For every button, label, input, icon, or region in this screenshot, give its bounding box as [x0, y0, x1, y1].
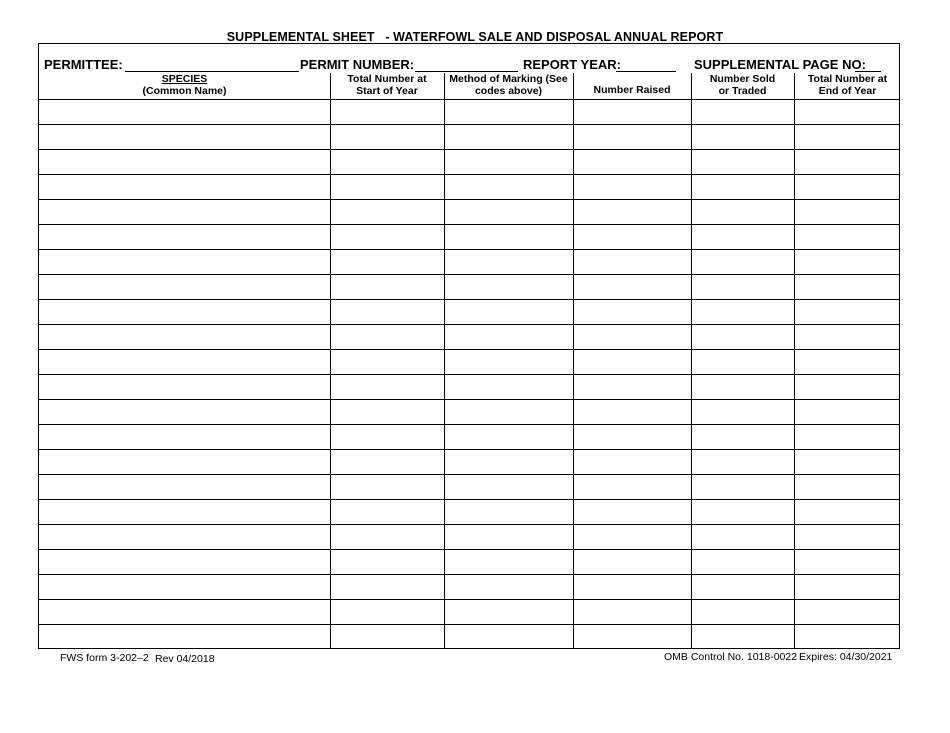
method-line-2: codes above): [474, 84, 543, 97]
number-sold-line-2: or Traded: [718, 84, 767, 97]
form-number: FWS form 3-202–2: [60, 652, 149, 664]
table-row-line: [39, 274, 899, 275]
table-row-line: [39, 399, 899, 400]
table-row-line: [39, 299, 899, 300]
total-start-line-1: Total Number at: [347, 73, 427, 85]
permit-number-field[interactable]: [415, 71, 518, 72]
column-divider: [330, 73, 331, 648]
column-header-number-sold: [691, 74, 794, 97]
table-row-line: [39, 499, 899, 500]
number-sold-line-1: Number Sold: [709, 73, 776, 85]
table-row-line: [39, 199, 899, 200]
number-raised-label: Number Raised: [593, 84, 671, 96]
column-divider: [691, 73, 692, 648]
table-row-line: [39, 124, 899, 125]
supplemental-page-field[interactable]: [855, 71, 881, 72]
revision-date: Rev 04/2018: [155, 653, 215, 665]
column-divider: [573, 73, 574, 648]
form-title: SUPPLEMENTAL SHEET - WATERFOWL SALE AND DISPOSAL ANNUAL REPORT: [226, 30, 724, 44]
column-header-total-end: [794, 74, 901, 97]
table-row-line: [39, 549, 899, 550]
table-row-line: [39, 224, 899, 225]
table-row-line: [39, 324, 899, 325]
column-header-total-start: [330, 74, 444, 97]
method-line-1: Method of Marking (See: [449, 73, 568, 85]
permit-number-label: PERMIT NUMBER:: [300, 57, 415, 72]
report-year-label: REPORT YEAR:: [523, 57, 621, 72]
supplemental-page-label: SUPPLEMENTAL PAGE NO:: [694, 57, 866, 72]
permittee-field[interactable]: [125, 71, 299, 72]
total-start-line-2: Start of Year: [356, 84, 418, 97]
table-row-line: [39, 449, 899, 450]
table-row-line: [39, 424, 899, 425]
report-year-field[interactable]: [616, 71, 676, 72]
table-row-line: [39, 474, 899, 475]
table-row-line: [39, 624, 899, 625]
column-divider: [444, 73, 445, 648]
table-row-line: [39, 574, 899, 575]
total-end-line-1: Total Number at: [807, 73, 888, 85]
table-row-line: [39, 374, 899, 375]
table-row-line: [39, 99, 899, 100]
omb-control-number: OMB Control No. 1018-0022: [664, 651, 798, 663]
table-row-line: [39, 149, 899, 150]
column-header-method: [444, 74, 573, 97]
species-subheading: (Common Name): [142, 84, 227, 97]
species-heading: SPECIES: [161, 73, 208, 85]
report-table: [38, 43, 900, 649]
column-header-number-raised: [573, 85, 691, 97]
expiration-date: Expires: 04/30/2021: [799, 651, 893, 663]
table-row-line: [39, 524, 899, 525]
table-row-line: [39, 249, 899, 250]
total-end-line-2: End of Year: [818, 84, 877, 97]
table-row-line: [39, 599, 899, 600]
column-header-species: [39, 74, 330, 97]
column-divider: [794, 73, 795, 648]
table-row-line: [39, 174, 899, 175]
table-row-line: [39, 349, 899, 350]
permittee-label: PERMITTEE:: [44, 57, 123, 72]
